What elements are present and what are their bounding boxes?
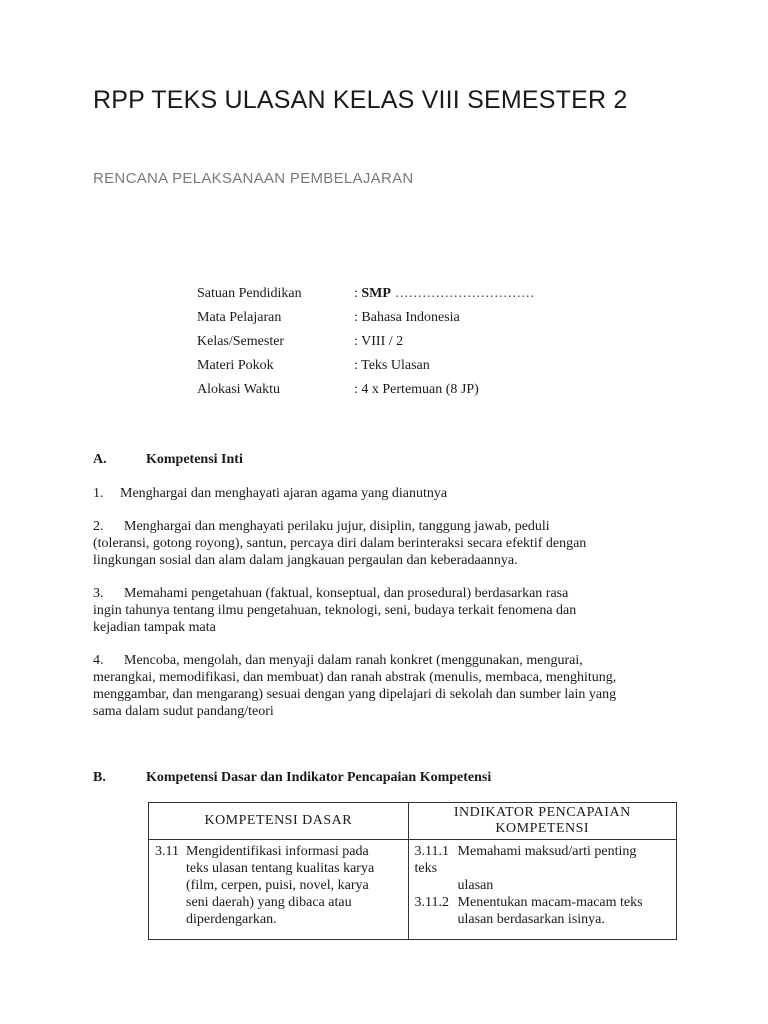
ki-item-2 [93,518,683,569]
identity-row [197,381,535,405]
table-header-row [149,803,677,840]
kd-line: diperdengarkan. [186,912,277,927]
ki-number: 1. [93,486,104,501]
kd-line: (film, cerpen, puisi, novel, karya [186,878,369,893]
indicator-cell [408,840,676,940]
ki-number: 3. [93,586,104,601]
indicator-wrap: teks [414,861,438,876]
ki-item-3 [93,585,683,636]
table-row [149,840,677,940]
indicator-text: Memahami maksud/arti penting [457,844,637,859]
ki-line: sama dalam sudut pandang/teori [93,704,274,719]
ki-line: Menghargai dan menghayati ajaran agama yang dianutnya [120,486,448,501]
section-title: Kompetensi Inti [146,452,243,467]
school-level: SMP [361,286,391,301]
identity-colon: : [354,382,362,397]
kd-line: teks ulasan tentang kualitas karya [186,861,375,876]
table-header-indicator: INDIKATOR PENCAPAIAN KOMPETENSI [408,803,676,840]
identity-block [197,285,535,405]
identity-value-text: Bahasa Indonesia [361,310,460,325]
identity-row [197,357,535,381]
identity-row [197,285,535,309]
identity-value-text: Teks Ulasan [361,358,430,373]
section-letter: B. [93,770,106,785]
ki-line: lingkungan sosial dan alam dalam jangkauan pergaulan dan keberadaannya. [93,553,518,568]
ki-number: 4. [93,653,104,668]
kd-code: 3.11 [155,844,179,859]
identity-label: Satuan Pendidikan [197,286,302,301]
page-title: RPP TEKS ULASAN KELAS VIII SEMESTER 2 [93,86,628,114]
indicator-code: 3.11.1 [414,844,450,859]
identity-label: Kelas/Semester [197,334,285,349]
identity-value [354,333,403,350]
indicator-continuation: ulasan berdasarkan isinya. [457,912,605,927]
ki-line: Menghargai dan menghayati perilaku jujur, disiplin, tanggung jawab, peduli [124,519,550,534]
identity-value-text: VIII / 2 [361,334,404,349]
identity-label: Materi Pokok [197,358,274,373]
kd-line: Mengidentifikasi informasi pada [186,844,369,859]
ki-item-1 [93,485,683,502]
table-header-kd: KOMPETENSI DASAR [149,803,409,840]
indicator-item [415,894,672,911]
kd-cell [149,840,409,940]
identity-colon: : [354,334,362,349]
section-title: Kompetensi Dasar dan Indikator Pencapaian Kompetensi [146,770,492,785]
identity-row [197,309,535,333]
indicator-item [415,843,672,860]
ki-line: ingin tahunya tentang ilmu pengetahuan, teknologi, seni, budaya terkait fenomena dan [93,603,577,618]
identity-value [354,357,430,374]
ki-line: Mencoba, mengolah, dan menyaji dalam ranah konkret (menggunakan, mengurai, [124,653,583,668]
ki-line: Memahami pengetahuan (faktual, konseptual, dan prosedural) berdasarkan rasa [124,586,569,601]
identity-value [354,381,479,398]
indicator-code: 3.11.2 [414,895,450,910]
ki-line: menggambar, dan mengarang) sesuai dengan yang dipelajari di sekolah dan sumber lain yang [93,687,617,702]
indicator-continuation: ulasan [457,878,494,893]
page-subtitle: RENCANA PELAKSANAAN PEMBELAJARAN [93,170,414,187]
ki-line: (toleransi, gotong royong), santun, percaya diri dalam berinteraksi secara efektif dengan [93,536,587,551]
fill-dots: ............................... [390,286,535,301]
section-letter: A. [93,452,107,467]
identity-label: Alokasi Waktu [197,382,280,397]
identity-value-text: 4 x Pertemuan (8 JP) [361,382,479,397]
identity-colon: : [354,358,362,373]
section-b-heading [93,769,491,786]
ki-number: 2. [93,519,104,534]
indicator-text: Menentukan macam-macam teks [457,895,643,910]
section-a-heading [93,451,243,468]
identity-colon: : [354,310,362,325]
identity-label: Mata Pelajaran [197,310,282,325]
competency-table [148,802,677,940]
ki-line: kejadian tampak mata [93,620,216,635]
identity-colon: : [354,286,362,301]
identity-value [354,309,460,326]
kd-line: seni daerah) yang dibaca atau [186,895,352,910]
identity-row [197,333,535,357]
ki-line: merangkai, memodifikasi, dan membuat) dan ranah abstrak (menulis, membaca, menghitung, [93,670,617,685]
identity-value [354,285,535,302]
ki-item-4 [93,652,683,720]
